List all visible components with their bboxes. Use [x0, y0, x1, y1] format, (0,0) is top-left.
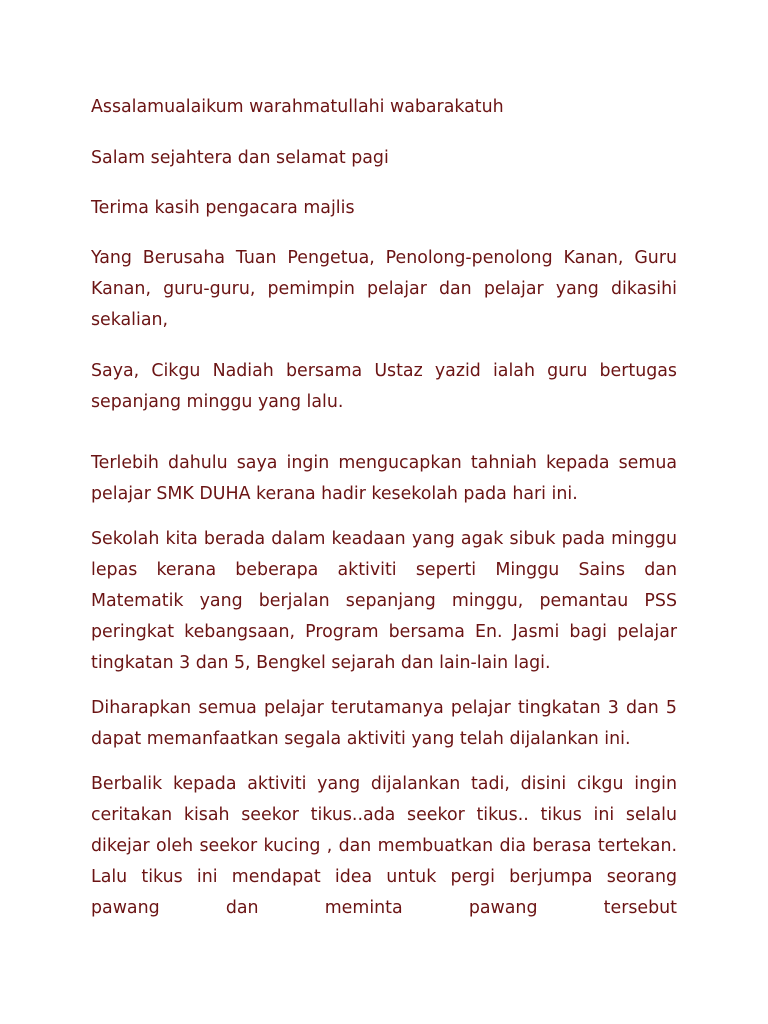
story-paragraph: Berbalik kepada aktiviti yang dijalankan tadi, disini cikgu ingin ceritakan kisah seekor tikus..ada seekor tikus.. tikus ini selalu dikejar oleh seekor kucing , dan membuatkan dia berasa tertekan. Lalu tikus ini mendapat idea untuk pergi berjumpa seorang pawang dan meminta pawang tersebut [91, 774, 677, 918]
activities-paragraph: Sekolah kita berada dalam keadaan yang agak sibuk pada minggu lepas kerana beberapa aktiviti seperti Minggu Sains dan Matematik yang berjalan sepanjang minggu, pemantau PSS peringkat kebangsaan, Program bersama En. Jasmi bagi pelajar tingkatan 3 dan 5, Bengkel sejarah dan lain-lain lagi. [91, 529, 677, 673]
hope-paragraph: Diharapkan semua pelajar terutamanya pelajar tingkatan 3 dan 5 dapat memanfaatkan segala aktiviti yang telah dijalankan ini. [91, 698, 677, 749]
congratulation-paragraph: Terlebih dahulu saya ingin mengucapkan tahniah kepada semua pelajar SMK DUHA kerana hadir kesekolah pada hari ini. [91, 453, 677, 504]
document-page [91, 92, 677, 924]
address-paragraph: Yang Berusaha Tuan Pengetua, Penolong-penolong Kanan, Guru Kanan, guru-guru, pemimpin pelajar dan pelajar yang dikasihi sekalian, [91, 248, 677, 330]
introduction-paragraph: Saya, Cikgu Nadiah bersama Ustaz yazid ialah guru bertugas sepanjang minggu yang lalu. [91, 361, 677, 412]
thanks-paragraph: Terima kasih pengacara majlis [91, 198, 355, 218]
greeting-paragraph: Assalamualaikum warahmatullahi wabarakatuh [91, 97, 504, 117]
salutation-paragraph: Salam sejahtera dan selamat pagi [91, 148, 389, 168]
